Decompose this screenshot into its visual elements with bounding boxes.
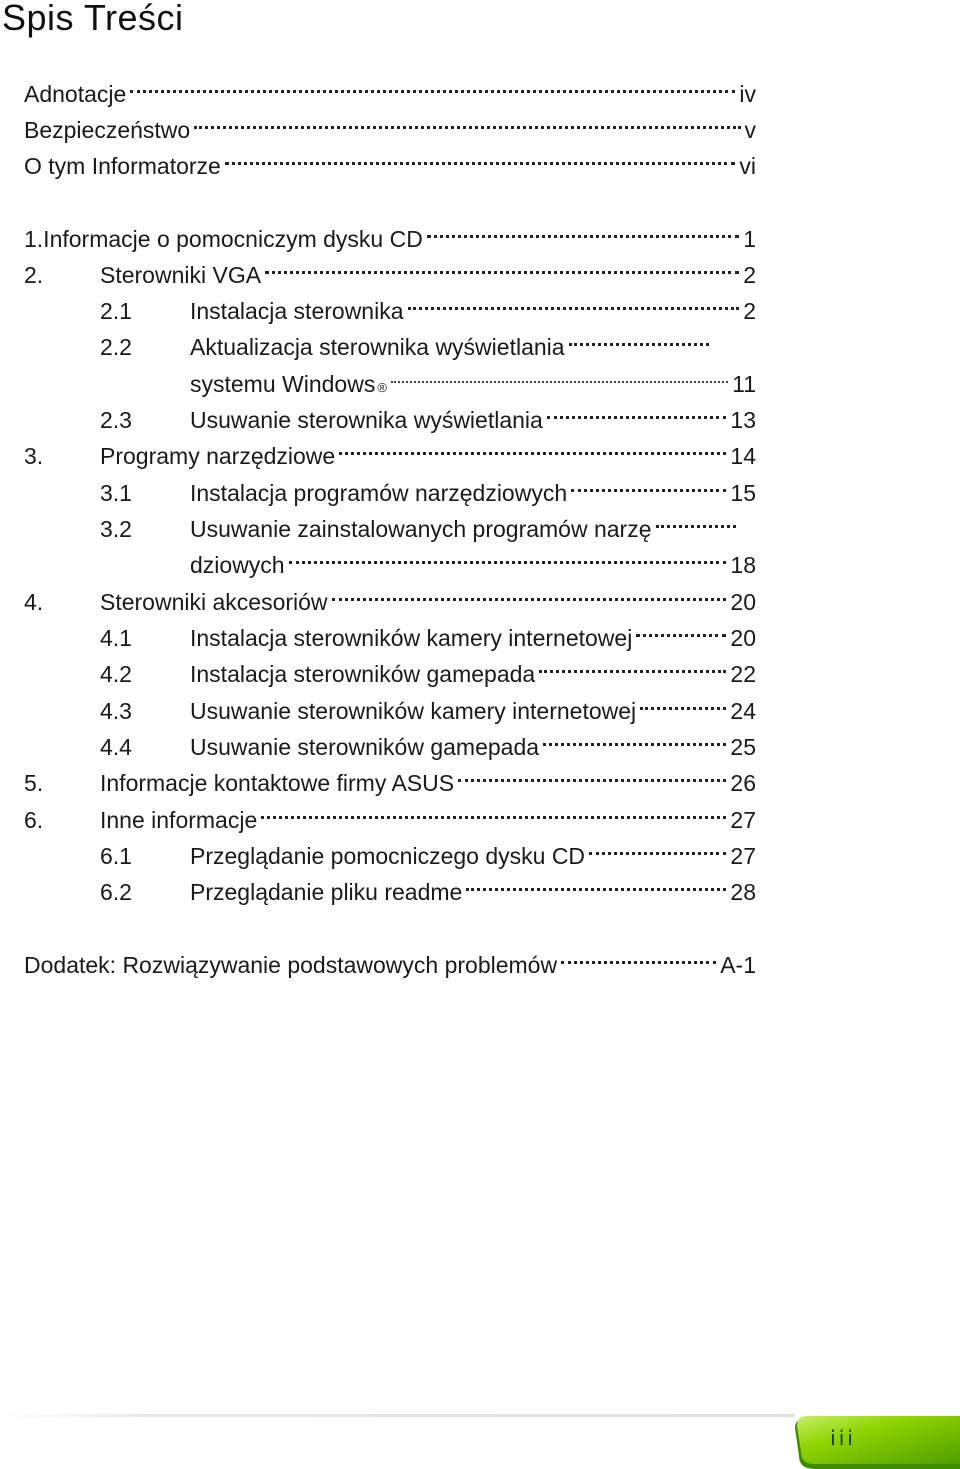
toc-entry-page: 27 bbox=[730, 807, 756, 833]
dot-leader bbox=[561, 937, 716, 973]
page-number-tab bbox=[793, 1414, 960, 1469]
page-number: iii bbox=[830, 1426, 856, 1450]
dot-leader bbox=[458, 755, 726, 791]
dot-leader bbox=[130, 66, 735, 102]
toc-entry-title: Dodatek: Rozwiązywanie podstawowych problemów bbox=[24, 952, 558, 978]
toc-entry[interactable] bbox=[24, 719, 756, 760]
toc-entry-title: systemu Windows bbox=[190, 371, 376, 397]
dot-leader bbox=[194, 102, 740, 138]
dot-leader bbox=[265, 247, 739, 283]
toc-entry-number: 2.1 bbox=[100, 298, 132, 324]
toc-entry-number: 2. bbox=[24, 262, 44, 288]
dot-leader bbox=[569, 319, 709, 355]
green-tab-shape bbox=[793, 1414, 960, 1469]
toc-entry-number: 4.2 bbox=[100, 661, 132, 687]
dot-leader bbox=[332, 574, 727, 610]
toc-entry[interactable] bbox=[24, 102, 756, 143]
toc-entry-page: iv bbox=[739, 81, 756, 107]
toc-entry[interactable] bbox=[24, 828, 756, 869]
toc-entry[interactable] bbox=[24, 792, 756, 833]
toc-entry-title: Instalacja sterownika bbox=[190, 298, 404, 324]
toc-entry[interactable] bbox=[24, 610, 756, 651]
toc-entry[interactable] bbox=[24, 392, 756, 433]
toc-entry-number: 4.4 bbox=[100, 734, 132, 760]
toc-entry-page: A-1 bbox=[720, 952, 756, 978]
toc-entry-title: Przeglądanie pomocniczego dysku CD bbox=[190, 843, 586, 869]
toc-entry-number: 3.2 bbox=[100, 516, 132, 542]
dot-leader bbox=[408, 283, 740, 319]
toc-entry[interactable] bbox=[24, 864, 756, 905]
toc-entry-title: Aktualizacja sterownika wyświetlania bbox=[190, 334, 565, 360]
toc-entry-page: 27 bbox=[730, 843, 756, 869]
toc-entry[interactable] bbox=[24, 646, 756, 687]
toc-entry[interactable] bbox=[24, 283, 756, 324]
toc-entry-title: Programy narzędziowe bbox=[100, 443, 336, 469]
toc-entry-title: Instalacja sterowników kamery internetowej bbox=[190, 625, 633, 651]
toc-entry-title: 1.Informacje o pomocniczym dysku CD bbox=[24, 226, 423, 252]
dot-leader bbox=[571, 465, 726, 501]
toc-entry-page: 15 bbox=[730, 480, 756, 506]
toc-entry-page: 22 bbox=[730, 661, 756, 687]
toc-entry-title: Usuwanie sterowników kamery internetowej bbox=[190, 698, 637, 724]
toc-entry-number: 4.1 bbox=[100, 625, 132, 651]
toc-entry-number: 4.3 bbox=[100, 698, 132, 724]
toc-entry[interactable] bbox=[24, 501, 756, 542]
toc-entry-title: Przeglądanie pliku readme bbox=[190, 879, 463, 905]
dot-leader bbox=[391, 356, 728, 392]
toc-entry-page: vi bbox=[739, 153, 756, 179]
dot-leader bbox=[589, 828, 726, 864]
toc-entry-title: O tym Informatorze bbox=[24, 153, 221, 179]
toc-entry[interactable] bbox=[24, 465, 756, 506]
toc-entry-title: Sterowniki VGA bbox=[100, 262, 262, 288]
toc-entry-page: 25 bbox=[730, 734, 756, 760]
toc-entry[interactable] bbox=[24, 356, 756, 397]
dot-leader bbox=[466, 864, 726, 900]
toc-entry-page: 26 bbox=[730, 770, 756, 796]
toc-entry-page: v bbox=[744, 117, 756, 143]
dot-leader bbox=[261, 792, 726, 828]
toc-entry-number: 6.1 bbox=[100, 843, 132, 869]
toc-entry[interactable] bbox=[24, 574, 756, 615]
toc-entry-number: 6. bbox=[24, 807, 44, 833]
toc-entry[interactable] bbox=[24, 683, 756, 724]
toc-entry-page: 2 bbox=[743, 262, 756, 288]
toc-entry[interactable] bbox=[24, 138, 756, 179]
toc-entry-page: 13 bbox=[730, 407, 756, 433]
toc-entry-page: 24 bbox=[730, 698, 756, 724]
toc-entry-title: Usuwanie sterownika wyświetlania bbox=[190, 407, 543, 433]
toc-entry-number: 2.2 bbox=[100, 334, 132, 360]
dot-leader bbox=[539, 646, 726, 682]
toc-entry-title: Bezpieczeństwo bbox=[24, 117, 191, 143]
toc-entry-page: 28 bbox=[730, 879, 756, 905]
toc-entry-title: Usuwanie sterowników gamepada bbox=[190, 734, 540, 760]
registered-mark: ® bbox=[377, 380, 387, 395]
toc-entry[interactable] bbox=[24, 428, 756, 469]
toc-entry-page: 20 bbox=[730, 589, 756, 615]
toc-entry-title: Sterowniki akcesoriów bbox=[100, 589, 328, 615]
dot-leader bbox=[339, 428, 726, 464]
footer-rule bbox=[0, 1414, 795, 1417]
dot-leader bbox=[225, 138, 736, 174]
toc-entry[interactable] bbox=[24, 755, 756, 796]
toc-entry-number: 5. bbox=[24, 770, 44, 796]
toc-entry-title: Adnotacje bbox=[24, 81, 127, 107]
toc-entry[interactable] bbox=[24, 247, 756, 288]
toc-entry-number: 4. bbox=[24, 589, 44, 615]
toc-entry-page: 2 bbox=[743, 298, 756, 324]
toc-entry-title: Inne informacje bbox=[100, 807, 258, 833]
toc-entry-page: 14 bbox=[730, 443, 756, 469]
dot-leader bbox=[289, 537, 727, 573]
dot-leader bbox=[547, 392, 727, 428]
toc-entry-page: 18 bbox=[730, 552, 756, 578]
toc-entry-title: Instalacja sterowników gamepada bbox=[190, 661, 536, 687]
toc-entry[interactable] bbox=[24, 211, 756, 252]
toc-entry-title: dziowych bbox=[190, 552, 285, 578]
toc-entry-number: 6.2 bbox=[100, 879, 132, 905]
toc-entry-title: Usuwanie zainstalowanych programów narzę bbox=[190, 516, 652, 542]
toc-entry-title: Instalacja programów narzędziowych bbox=[190, 480, 568, 506]
toc-entry[interactable] bbox=[24, 66, 756, 107]
toc-entry-page: 20 bbox=[730, 625, 756, 651]
page-title: Spis Treści bbox=[2, 0, 184, 38]
toc-entry[interactable] bbox=[24, 319, 756, 360]
toc-entry-title: Informacje kontaktowe firmy ASUS bbox=[100, 770, 455, 796]
dot-leader bbox=[543, 719, 726, 755]
toc-entry[interactable] bbox=[24, 937, 756, 978]
toc-entry-page: 1 bbox=[743, 226, 756, 252]
dot-leader bbox=[640, 683, 726, 719]
toc-entry-page: 11 bbox=[732, 371, 756, 397]
dot-leader bbox=[427, 211, 739, 247]
dot-leader bbox=[636, 610, 726, 646]
dot-leader bbox=[656, 501, 736, 537]
toc-entry-number: 2.3 bbox=[100, 407, 132, 433]
toc-entry[interactable] bbox=[24, 537, 756, 578]
toc-entry-number: 3.1 bbox=[100, 480, 132, 506]
toc-entry-number: 3. bbox=[24, 443, 44, 469]
